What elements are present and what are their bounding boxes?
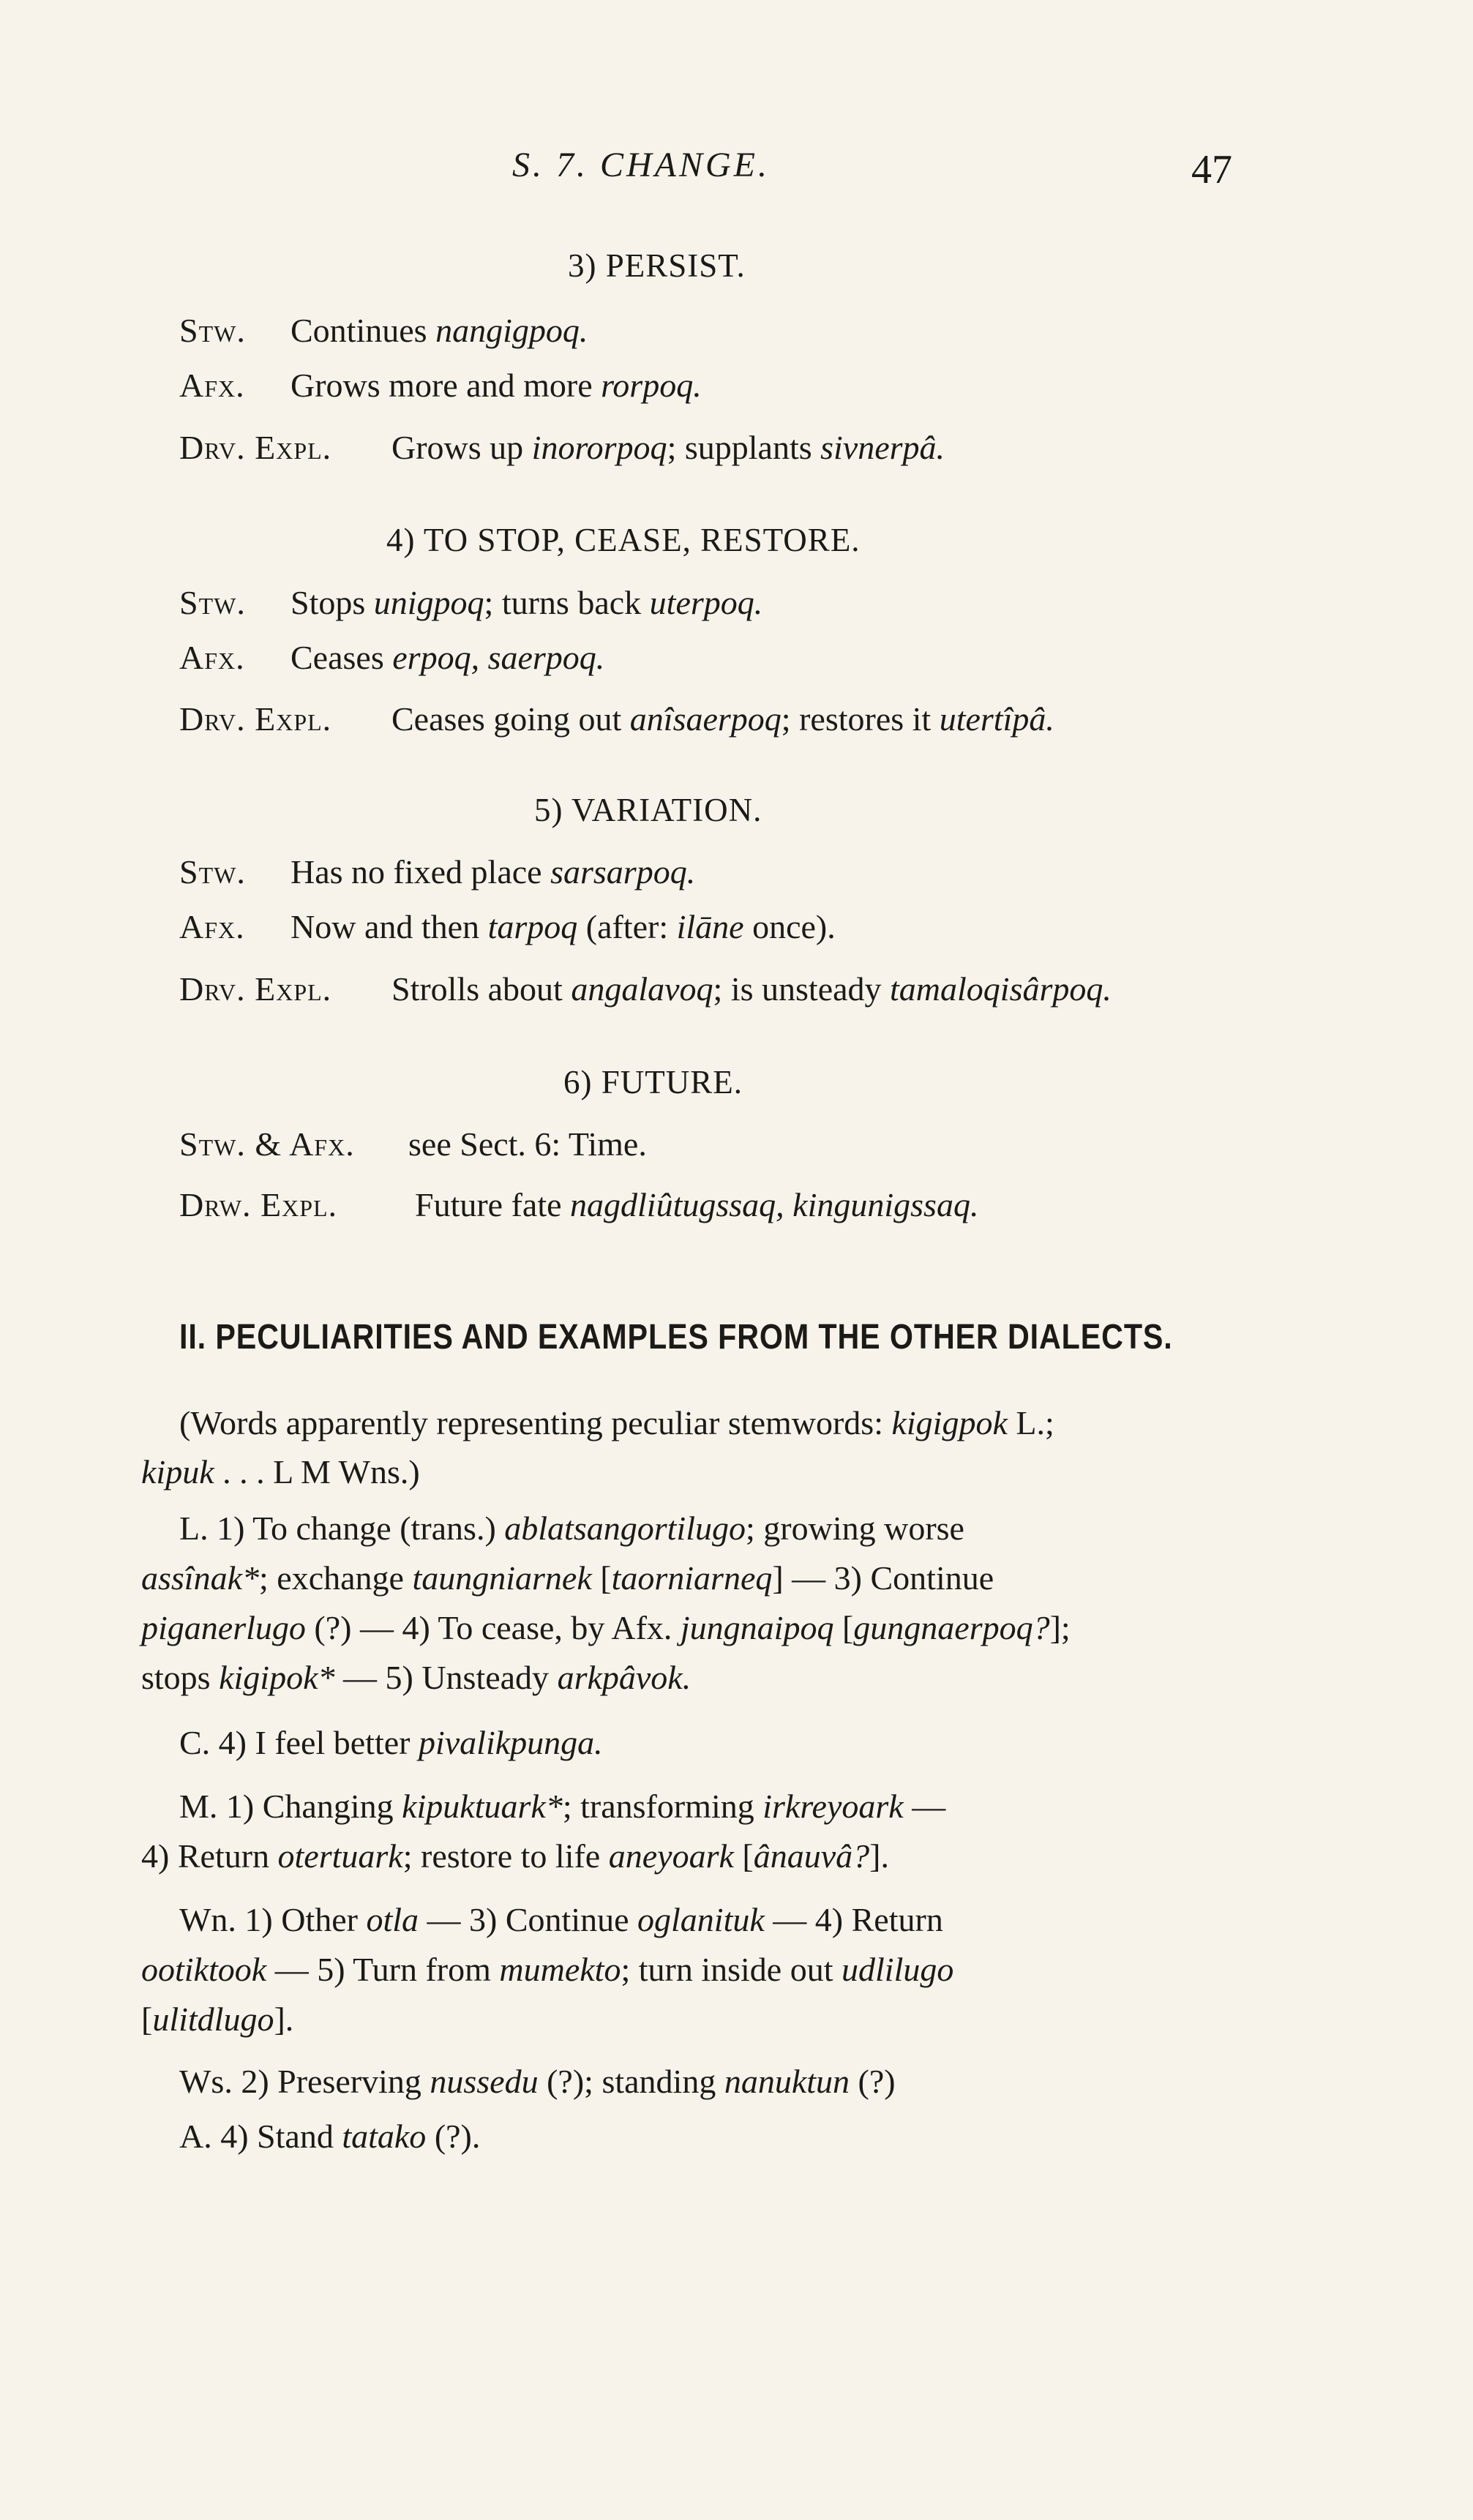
dialect-M-line: M. 1) Changing kipuktuark*; transforming irkreyoark — xyxy=(179,1788,946,1825)
dialect-M-line: 4) Return otertuark; restore to life aneyoark [ânauvâ?]. xyxy=(141,1837,889,1875)
entry-line: Afx. Now and then tarpoq (after: ilāne once). xyxy=(179,908,836,945)
entry-label: Drv. Expl. xyxy=(179,700,332,738)
dialect-L-line: assînak*; exchange taungniarnek [taorniarneq] — 3) Continue xyxy=(141,1559,994,1597)
entry-label: Stw. & Afx. xyxy=(179,1125,355,1163)
dialect-L-line: piganerlugo (?) — 4) To cease, by Afx. jungnaipoq [gungnaerpoq?]; xyxy=(141,1609,1071,1646)
section-heading-stop: 4) TO STOP, CEASE, RESTORE. xyxy=(386,522,861,558)
dialect-Wn-line: [ulitdlugo]. xyxy=(141,2000,294,2038)
dialect-Ws-line: Ws. 2) Preserving nussedu (?); standing nanuktun (?) xyxy=(179,2063,896,2100)
running-title: S. 7. CHANGE. xyxy=(512,146,770,184)
entry-label: Afx. xyxy=(179,639,245,676)
entry-line: Drv. Expl. Strolls about angalavoq; is unsteady tamaloqisârpoq. xyxy=(179,970,1112,1008)
entry-label: Afx. xyxy=(179,908,245,945)
section-heading-persist: 3) PERSIST. xyxy=(568,247,746,284)
entry-line: Afx. Grows more and more rorpoq. xyxy=(179,367,702,404)
page-number: 47 xyxy=(1191,147,1232,192)
dialect-Wn-line: ootiktook — 5) Turn from mumekto; turn inside out udlilugo xyxy=(141,1951,954,1988)
entry-label: Stw. xyxy=(179,584,246,621)
entry-label: Stw. xyxy=(179,853,246,890)
entry-label: Drv. Expl. xyxy=(179,429,332,466)
dialect-A-line: A. 4) Stand tatako (?). xyxy=(179,2118,481,2155)
section-heading-variation: 5) VARIATION. xyxy=(534,792,762,828)
entry-label: Drv. Expl. xyxy=(179,970,332,1008)
intro-line: (Words apparently representing peculiar stemwords: kigigpok L.; xyxy=(179,1404,1054,1441)
entry-line: Stw. Has no fixed place sarsarpoq. xyxy=(179,853,696,890)
intro-line: kipuk . . . L M Wns.) xyxy=(141,1453,420,1490)
dialect-C-line: C. 4) I feel better pivalikpunga. xyxy=(179,1724,603,1761)
entry-line: Drv. Expl. Grows up inororpoq; supplants sivnerpâ. xyxy=(179,429,945,466)
part-two-heading: II. PECULIARITIES AND EXAMPLES FROM THE OTHER DIALECTS. xyxy=(179,1318,1173,1357)
entry-line: Stw. & Afx. see Sect. 6: Time. xyxy=(179,1125,647,1163)
dialect-L-line: L. 1) To change (trans.) ablatsangortilugo; growing worse xyxy=(179,1510,964,1547)
entry-line: Stw. Continues nangigpoq. xyxy=(179,312,588,349)
entry-label: Afx. xyxy=(179,367,245,404)
entry-line: Drw. Expl. Future fate nagdliûtugssaq, kingunigssaq. xyxy=(179,1186,979,1223)
dialect-Wn-line: Wn. 1) Other otla — 3) Continue oglanituk — 4) Return xyxy=(179,1901,943,1938)
entry-line: Afx. Ceases erpoq, saerpoq. xyxy=(179,639,605,676)
entry-line: Drv. Expl. Ceases going out anîsaerpoq; restores it utertîpâ. xyxy=(179,700,1054,738)
entry-label: Drw. Expl. xyxy=(179,1186,338,1223)
entry-label: Stw. xyxy=(179,312,246,349)
entry-line: Stw. Stops unigpoq; turns back uterpoq. xyxy=(179,584,763,621)
section-heading-future: 6) FUTURE. xyxy=(563,1064,743,1100)
dialect-L-line: stops kigipok* — 5) Unsteady arkpâvok. xyxy=(141,1659,691,1696)
